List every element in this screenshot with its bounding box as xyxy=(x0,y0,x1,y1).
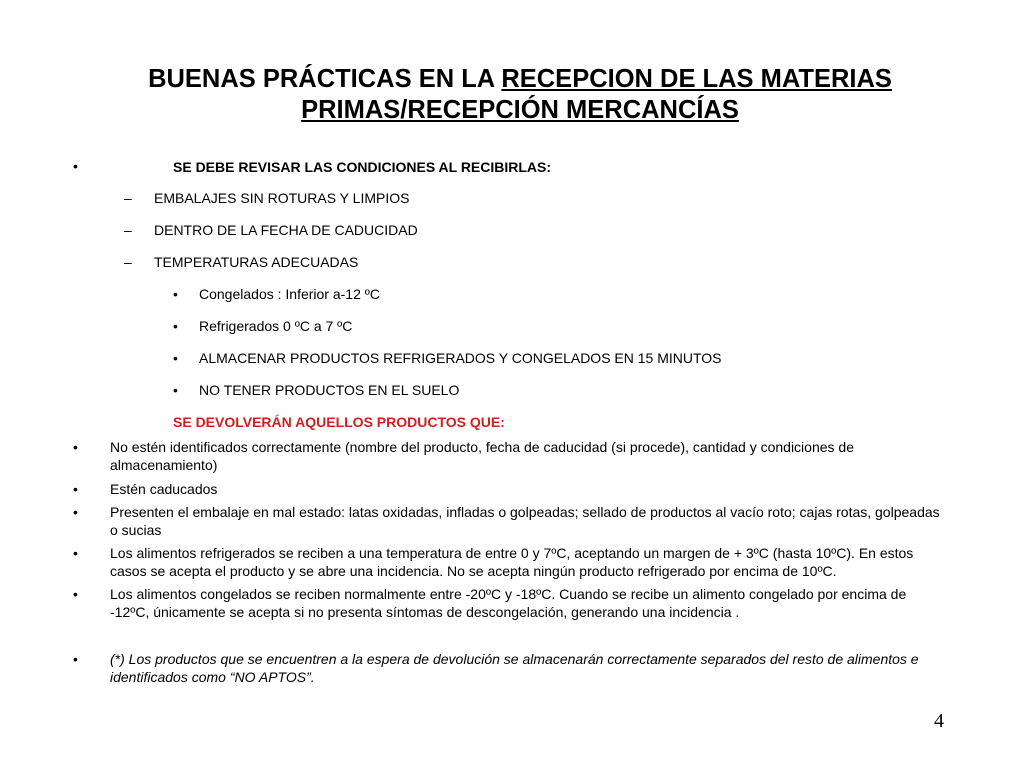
section2-heading: SE DEVOLVERÁN AQUELLOS PRODUCTOS QUE: xyxy=(173,414,505,430)
dash-item: TEMPERATURAS ADECUADAS xyxy=(154,254,359,270)
title-underlined-2: PRIMAS/RECEPCIÓN MERCANCÍAS xyxy=(301,96,739,124)
section1-heading: SE DEBE REVISAR LAS CONDICIONES AL RECIBIRLAS: xyxy=(173,159,552,175)
bullet-marker: • xyxy=(173,350,178,366)
return-item: No estén identificados correctamente (nombre del producto, fecha de caducidad (si procede), cantidad y condiciones de almacenamiento) xyxy=(110,439,854,473)
return-item: Los alimentos refrigerados se reciben a una temperatura de entre 0 y 7ºC, aceptando un margen de + 3ºC (hasta 10ºC). En estos casos se acepta el producto y se abre una incidencia. No se acepta ningún producto refrigerado por encima de 10ºC. xyxy=(110,545,914,579)
bullet-marker: • xyxy=(73,481,78,497)
subbullet-item: ALMACENAR PRODUCTOS REFRIGERADOS Y CONGELADOS EN 15 MINUTOS xyxy=(199,350,722,366)
dash-item: DENTRO DE LA FECHA DE CADUCIDAD xyxy=(154,222,418,238)
bullet-marker: • xyxy=(73,586,78,602)
title-prefix: BUENAS PRÁCTICAS EN LA xyxy=(148,65,502,93)
bullet-marker: • xyxy=(73,651,78,667)
dash-marker: – xyxy=(124,254,132,270)
return-item: Los alimentos congelados se reciben normalmente entre -20ºC y -18ºC. Cuando se recibe un alimento congelado por encima de -12ºC, únicamente se acepta si no presenta síntomas de descongelación, generando una incidencia . xyxy=(110,586,907,620)
return-item: Estén caducados xyxy=(110,481,218,497)
subbullet-item: NO TENER PRODUCTOS EN EL SUELO xyxy=(199,382,460,398)
bullet-marker: • xyxy=(73,545,78,561)
bullet-marker: • xyxy=(73,439,78,455)
note-text: (*) Los productos que se encuentren a la espera de devolución se almacenarán correctamente separados del resto de alimentos e identificados como “NO APTOS”. xyxy=(110,651,919,685)
subbullet-item: Congelados : Inferior a-12 ºC xyxy=(199,286,380,302)
dash-marker: – xyxy=(124,190,132,206)
title-underlined-1: RECEPCION DE LAS MATERIAS xyxy=(501,65,892,93)
bullet-marker: • xyxy=(173,286,178,302)
page-number: 4 xyxy=(934,710,944,732)
bullet-marker: • xyxy=(173,382,178,398)
bullet-marker: • xyxy=(173,318,178,334)
slide-title xyxy=(60,64,980,126)
bullet-marker: • xyxy=(73,158,78,174)
bullet-marker: • xyxy=(73,504,78,520)
dash-marker: – xyxy=(124,222,132,238)
dash-item: EMBALAJES SIN ROTURAS Y LIMPIOS xyxy=(154,190,410,206)
subbullet-item: Refrigerados 0 ºC a 7 ºC xyxy=(199,318,353,334)
return-item: Presenten el embalaje en mal estado: latas oxidadas, infladas o golpeadas; sellado de productos al vacío roto; cajas rotas, golpeadas o sucias xyxy=(110,504,940,538)
